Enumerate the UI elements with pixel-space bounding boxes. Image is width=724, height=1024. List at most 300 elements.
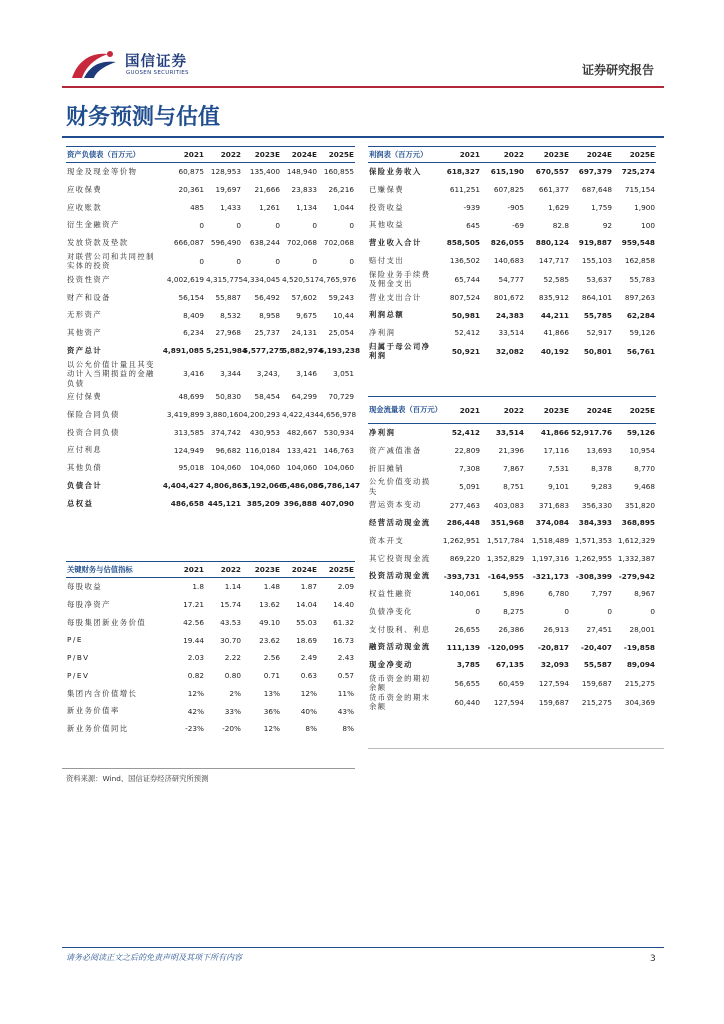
table-row — [368, 674, 656, 693]
source-divider — [62, 768, 355, 769]
value-cell: 2.09 — [337, 582, 354, 592]
value-cell: 384,393 — [578, 518, 612, 528]
value-cell: -20,407 — [580, 642, 612, 652]
value-cell: 40,192 — [540, 346, 569, 356]
value-cell: 59,243 — [328, 292, 354, 302]
row-label: 现金净变动 — [369, 660, 413, 670]
value-cell: 407,090 — [320, 498, 354, 508]
value-cell: 100 — [641, 220, 655, 230]
value-cell: 215,275 — [581, 697, 612, 707]
row-label: 负债合计 — [67, 480, 103, 490]
value-cell: 897,263 — [624, 292, 655, 302]
value-cell: -393,731 — [443, 571, 480, 581]
row-label: 无形资产 — [67, 310, 103, 320]
row-label: 投资性资产 — [67, 274, 111, 284]
table-row — [66, 163, 355, 181]
table-title: 关键财务与估值指标 — [66, 562, 159, 578]
row-label: 资产总计 — [67, 345, 103, 355]
row-label: 发放贷款及垫款 — [67, 238, 129, 248]
value-cell: 0 — [349, 256, 354, 266]
row-label: 保险合同负债 — [67, 409, 120, 419]
title-divider — [62, 136, 664, 138]
value-cell: 89,094 — [626, 660, 655, 670]
value-cell: 1,261 — [259, 202, 280, 212]
row-label: 货币资金的期初余额 — [369, 673, 431, 693]
table-row — [66, 495, 355, 513]
year-header: 2021 — [440, 397, 481, 424]
value-cell: 5,251,984 — [206, 346, 248, 356]
value-cell: 26,913 — [543, 624, 569, 634]
value-cell: 27,451 — [586, 624, 612, 634]
year-header: 2022 — [205, 147, 242, 163]
value-cell: 23.62 — [259, 635, 280, 645]
value-cell: 702,068 — [323, 238, 354, 248]
value-cell: 52,917.76 — [571, 428, 613, 438]
value-cell: 48,699 — [178, 392, 204, 402]
value-cell: 5,091 — [459, 482, 480, 492]
value-cell: -20% — [222, 724, 241, 734]
value-cell: 445,121 — [207, 498, 241, 508]
value-cell: 14.04 — [296, 600, 317, 610]
year-header: 2024E — [281, 147, 318, 163]
value-cell: 155,103 — [581, 256, 612, 266]
row-label: 净利润 — [369, 328, 396, 338]
value-cell: 5,896 — [503, 589, 524, 599]
value-cell: -939 — [463, 202, 480, 212]
value-cell: 4,765,976 — [319, 275, 357, 285]
table-title: 现金流量表（百万元） — [368, 397, 440, 424]
value-cell: 33% — [224, 706, 241, 716]
row-label: P/E — [67, 635, 83, 645]
value-cell: 59,126 — [626, 428, 655, 438]
value-cell: 4,315,775 — [206, 275, 244, 285]
value-cell: 147,717 — [538, 256, 569, 266]
value-cell: 374,084 — [535, 518, 569, 528]
year-header: 2024E — [570, 397, 613, 424]
value-cell: 4,002,619 — [166, 275, 204, 285]
value-cell: 55,783 — [629, 274, 655, 284]
table-row — [368, 424, 656, 442]
row-label: 投资合同负债 — [67, 427, 120, 437]
row-label: 其它投资现金流 — [369, 553, 431, 563]
table-row — [368, 442, 656, 460]
brand-name: 国信证券 — [125, 54, 187, 70]
value-cell: -23% — [185, 724, 204, 734]
value-cell: 8,275 — [503, 607, 524, 617]
value-cell: 9,283 — [591, 482, 612, 492]
value-cell: 0 — [349, 220, 354, 230]
table-row — [66, 199, 355, 217]
value-cell: 13,693 — [586, 446, 612, 456]
value-cell: 96,682 — [215, 445, 241, 455]
disclaimer-text: 请务必阅读正文之后的免责声明及其项下所有内容 — [66, 953, 242, 962]
row-label: 衍生金融资产 — [67, 220, 120, 230]
year-header: 2022 — [205, 562, 242, 578]
value-cell: 159,687 — [581, 678, 612, 688]
row-label: 支付股利、利息 — [369, 624, 431, 634]
value-cell: 858,505 — [446, 238, 480, 248]
value-cell: 62,284 — [626, 310, 655, 320]
value-cell: 32,093 — [540, 660, 569, 670]
row-label: 集团内含价值增长 — [67, 688, 138, 698]
value-cell: 6,234 — [183, 328, 204, 338]
value-cell: 618,327 — [446, 167, 480, 177]
value-cell: -905 — [507, 202, 524, 212]
value-cell: 24,131 — [291, 328, 317, 338]
value-cell: 4,891,085 — [162, 346, 204, 356]
value-cell: 13.62 — [259, 600, 280, 610]
value-cell: 52,412 — [451, 428, 480, 438]
value-cell: 0 — [475, 607, 480, 617]
row-label: 负债净变化 — [369, 606, 413, 616]
table-row — [368, 289, 656, 307]
row-label: 应付保费 — [67, 392, 103, 402]
table-row — [368, 216, 656, 234]
value-cell: 104,060 — [286, 463, 317, 473]
year-header: 2025E — [318, 562, 355, 578]
value-cell: 50,830 — [215, 392, 241, 402]
value-cell: 5,577,275 — [243, 346, 285, 356]
table-row — [368, 585, 656, 603]
value-cell: 880,124 — [535, 238, 569, 248]
table-row — [66, 477, 355, 495]
value-cell: 5,786,147 — [319, 481, 361, 491]
value-cell: 12% — [187, 688, 204, 698]
value-cell: 11% — [337, 688, 354, 698]
table-row — [368, 306, 656, 324]
value-cell: 1,629 — [548, 202, 569, 212]
value-cell: 277,463 — [449, 500, 480, 510]
row-label: 营业支出合计 — [369, 292, 422, 302]
value-cell: 0.57 — [337, 671, 354, 681]
value-cell: 8% — [305, 724, 317, 734]
year-header: 2021 — [159, 147, 205, 163]
value-cell: 60,459 — [498, 678, 524, 688]
value-cell: 0 — [312, 220, 317, 230]
row-label: 归属于母公司净利润 — [369, 341, 431, 361]
row-label: 融资活动现金流 — [369, 642, 431, 652]
year-header: 2021 — [159, 562, 205, 578]
value-cell: 368,895 — [621, 518, 655, 528]
table-row — [368, 460, 656, 478]
value-cell: 50,801 — [583, 346, 612, 356]
value-cell: 385,209 — [246, 498, 280, 508]
value-cell: 116,0184 — [245, 445, 280, 455]
value-cell: 1,332,387 — [617, 553, 655, 563]
table-title: 利润表（百万元） — [368, 147, 440, 163]
value-cell: -20,817 — [537, 642, 569, 652]
value-cell: 10,44 — [333, 310, 354, 320]
value-cell: 4,200,293 — [243, 410, 281, 420]
value-cell: 403,083 — [493, 500, 524, 510]
value-cell: 65,744 — [454, 274, 480, 284]
year-header: 2023E — [242, 147, 281, 163]
table-end-rule — [368, 748, 664, 749]
table-row — [66, 702, 355, 720]
value-cell: 160,855 — [323, 167, 354, 177]
table-row — [368, 163, 656, 181]
value-cell: 7,308 — [459, 463, 480, 473]
table-header-row — [368, 147, 656, 163]
value-cell: 4,806,863 — [206, 481, 248, 491]
year-header: 2025E — [318, 147, 355, 163]
row-label: 资本开支 — [369, 535, 405, 545]
value-cell: 32,082 — [495, 346, 524, 356]
table-row — [368, 638, 656, 656]
value-cell: 55.03 — [296, 617, 317, 627]
value-cell: 53,637 — [586, 274, 612, 284]
row-label: 投资活动现金流 — [369, 571, 431, 581]
value-cell: 486,658 — [170, 498, 204, 508]
value-cell: 6,193,238 — [319, 346, 361, 356]
value-cell: 33,514 — [495, 428, 524, 438]
value-cell: 42.56 — [183, 617, 204, 627]
value-cell: 607,825 — [493, 185, 524, 195]
value-cell: 9,468 — [634, 482, 655, 492]
table-row — [368, 270, 656, 289]
value-cell: 7,531 — [548, 463, 569, 473]
value-cell: 52,917 — [586, 328, 612, 338]
balance-sheet-table — [66, 146, 361, 512]
value-cell: 64,299 — [291, 392, 317, 402]
table-row — [368, 477, 656, 496]
value-cell: 0 — [236, 220, 241, 230]
table-row — [66, 424, 355, 442]
value-cell: 2% — [229, 688, 241, 698]
year-header: 2023E — [525, 147, 570, 163]
value-cell: 10,954 — [629, 446, 655, 456]
value-cell: 26,655 — [454, 624, 480, 634]
value-cell: 36% — [263, 706, 280, 716]
value-cell: 645 — [466, 220, 480, 230]
value-cell: 55,587 — [583, 660, 612, 670]
table-header-row — [66, 562, 355, 578]
value-cell: 596,490 — [210, 238, 241, 248]
value-cell: 0 — [199, 256, 204, 266]
value-cell: 5,486,086 — [282, 481, 324, 491]
value-cell: 8,770 — [634, 463, 655, 473]
value-cell: 67,135 — [495, 660, 524, 670]
value-cell: 5,882,974 — [282, 346, 324, 356]
value-cell: -308,399 — [575, 571, 612, 581]
value-cell: 670,557 — [535, 167, 569, 177]
value-cell: 2.22 — [224, 653, 241, 663]
value-cell: 104,060 — [323, 463, 354, 473]
value-cell: 82.8 — [552, 220, 569, 230]
value-cell: 2.03 — [187, 653, 204, 663]
value-cell: 1,517,784 — [486, 536, 524, 546]
value-cell: 49.10 — [259, 617, 280, 627]
value-cell: -279,942 — [618, 571, 655, 581]
value-cell: 1,433 — [220, 202, 241, 212]
value-cell: 4,422,434 — [282, 410, 320, 420]
value-cell: 4,334,045 — [243, 275, 281, 285]
cash-flow-table — [368, 396, 656, 712]
page-header — [0, 0, 724, 90]
row-label: 其他资产 — [67, 328, 103, 338]
table-row — [66, 252, 355, 271]
value-cell: 1,262,951 — [442, 536, 480, 546]
value-cell: 1,044 — [333, 202, 354, 212]
table-row — [368, 324, 656, 342]
row-label: 应付利息 — [67, 445, 103, 455]
value-cell: 20,361 — [178, 185, 204, 195]
value-cell: 159,687 — [538, 697, 569, 707]
value-cell: 4,656,978 — [319, 410, 357, 420]
table-row — [66, 631, 355, 649]
value-cell: 869,220 — [449, 553, 480, 563]
value-cell: 919,887 — [578, 238, 612, 248]
value-cell: 127,594 — [493, 697, 524, 707]
value-cell: 23,833 — [291, 185, 317, 195]
value-cell: 3,243, — [256, 369, 280, 379]
value-cell: 313,585 — [173, 427, 204, 437]
table-row — [66, 388, 355, 406]
value-cell: 127,594 — [538, 678, 569, 688]
value-cell: 18.69 — [296, 635, 317, 645]
value-cell: 128,953 — [210, 167, 241, 177]
value-cell: 43% — [337, 706, 354, 716]
value-cell: 54,777 — [498, 274, 524, 284]
value-cell: 52,412 — [454, 328, 480, 338]
value-cell: 351,820 — [624, 500, 655, 510]
row-label: 公允价值变动损失 — [369, 477, 431, 496]
row-label: 其他负债 — [67, 463, 103, 473]
value-cell: 9,101 — [548, 482, 569, 492]
value-cell: 396,888 — [283, 498, 317, 508]
table-row — [66, 578, 355, 596]
table-row — [66, 289, 355, 307]
value-cell: 3,880,160 — [206, 410, 244, 420]
value-cell: 25,054 — [328, 328, 354, 338]
value-cell: 1.87 — [300, 582, 317, 592]
value-cell: 638,244 — [249, 238, 280, 248]
value-cell: 40% — [300, 706, 317, 716]
row-label: 对联营公司和共同控制实体的投资 — [67, 251, 155, 271]
value-cell: 3,344 — [220, 369, 241, 379]
value-cell: 162,858 — [624, 256, 655, 266]
value-cell: 50,921 — [451, 346, 480, 356]
value-cell: 25,737 — [254, 328, 280, 338]
value-cell: 286,448 — [446, 518, 480, 528]
value-cell: 124,949 — [173, 445, 204, 455]
row-label: P/EV — [67, 670, 90, 680]
value-cell: 661,377 — [538, 185, 569, 195]
value-cell: 826,055 — [490, 238, 524, 248]
year-header: 2023E — [242, 562, 281, 578]
table-row — [368, 550, 656, 568]
table-row — [66, 720, 355, 738]
row-label: 现金及现金等价物 — [67, 167, 138, 177]
row-label: P/BV — [67, 653, 90, 663]
value-cell: 95,018 — [178, 463, 204, 473]
value-cell: 1,759 — [591, 202, 612, 212]
value-cell: 687,648 — [581, 185, 612, 195]
value-cell: 44,211 — [540, 310, 569, 320]
table-row — [368, 621, 656, 639]
value-cell: 41,866 — [543, 328, 569, 338]
table-row — [368, 234, 656, 252]
report-type: 证券研究报告 — [581, 63, 654, 77]
value-cell: 52,585 — [543, 274, 569, 284]
value-cell: 959,548 — [621, 238, 655, 248]
value-cell: 864,101 — [581, 292, 612, 302]
row-label: 赔付支出 — [369, 255, 405, 265]
value-cell: -321,173 — [532, 571, 569, 581]
value-cell: 697,379 — [578, 167, 612, 177]
value-cell: 4,520,517 — [282, 275, 320, 285]
value-cell: 3,785 — [456, 660, 480, 670]
table-row — [66, 596, 355, 614]
row-label: 资产减值准备 — [369, 445, 422, 455]
table-header-row — [368, 397, 656, 424]
table-row — [66, 649, 355, 667]
value-cell: 135,400 — [249, 167, 280, 177]
table-row — [66, 181, 355, 199]
row-label: 净利润 — [369, 428, 396, 438]
row-label: 利润总额 — [369, 310, 405, 320]
value-cell: 19,697 — [215, 185, 241, 195]
value-cell: 351,968 — [490, 518, 524, 528]
value-cell: 33,514 — [498, 328, 524, 338]
value-cell: 104,060 — [210, 463, 241, 473]
value-cell: 2.56 — [263, 653, 280, 663]
table-row — [368, 532, 656, 550]
row-label: 折旧摊销 — [369, 463, 405, 473]
value-cell: 6,780 — [548, 589, 569, 599]
row-label: 应收账款 — [67, 202, 103, 212]
value-cell: 1,900 — [634, 202, 655, 212]
income-statement-table — [368, 146, 656, 361]
table-row — [368, 199, 656, 217]
table-row — [66, 324, 355, 342]
value-cell: 0 — [199, 220, 204, 230]
row-label: 新业务价值同比 — [67, 724, 129, 734]
year-header: 2023E — [525, 397, 570, 424]
value-cell: 1,518,489 — [531, 536, 569, 546]
value-cell: 3,051 — [333, 369, 354, 379]
table-row — [66, 360, 355, 389]
value-cell: 92 — [602, 220, 612, 230]
value-cell: 5,192,066 — [243, 481, 285, 491]
value-cell: 22,809 — [454, 446, 480, 456]
value-cell: 371,683 — [538, 500, 569, 510]
value-cell: 801,672 — [493, 292, 524, 302]
year-header: 2024E — [281, 562, 318, 578]
value-cell: -69 — [512, 220, 524, 230]
year-header: 2025E — [613, 397, 656, 424]
value-cell: 1.14 — [224, 582, 241, 592]
value-cell: 1,197,316 — [531, 553, 569, 563]
value-cell: 60,875 — [178, 167, 204, 177]
value-cell: 0.71 — [263, 671, 280, 681]
table-row — [368, 181, 656, 199]
value-cell: 15.74 — [220, 600, 241, 610]
value-cell: 0 — [236, 256, 241, 266]
table-row — [368, 496, 656, 514]
table-title: 资产负债表（百万元） — [66, 147, 159, 163]
row-label: 营业收入合计 — [369, 238, 422, 248]
value-cell: 1,571,353 — [574, 536, 612, 546]
value-cell: 807,524 — [449, 292, 480, 302]
value-cell: -120,095 — [487, 642, 524, 652]
value-cell: 374,742 — [210, 427, 241, 437]
value-cell: 1,134 — [296, 202, 317, 212]
table-row — [368, 603, 656, 621]
value-cell: 59,126 — [629, 328, 655, 338]
value-cell: 57,602 — [291, 292, 317, 302]
value-cell: 140,061 — [449, 589, 480, 599]
